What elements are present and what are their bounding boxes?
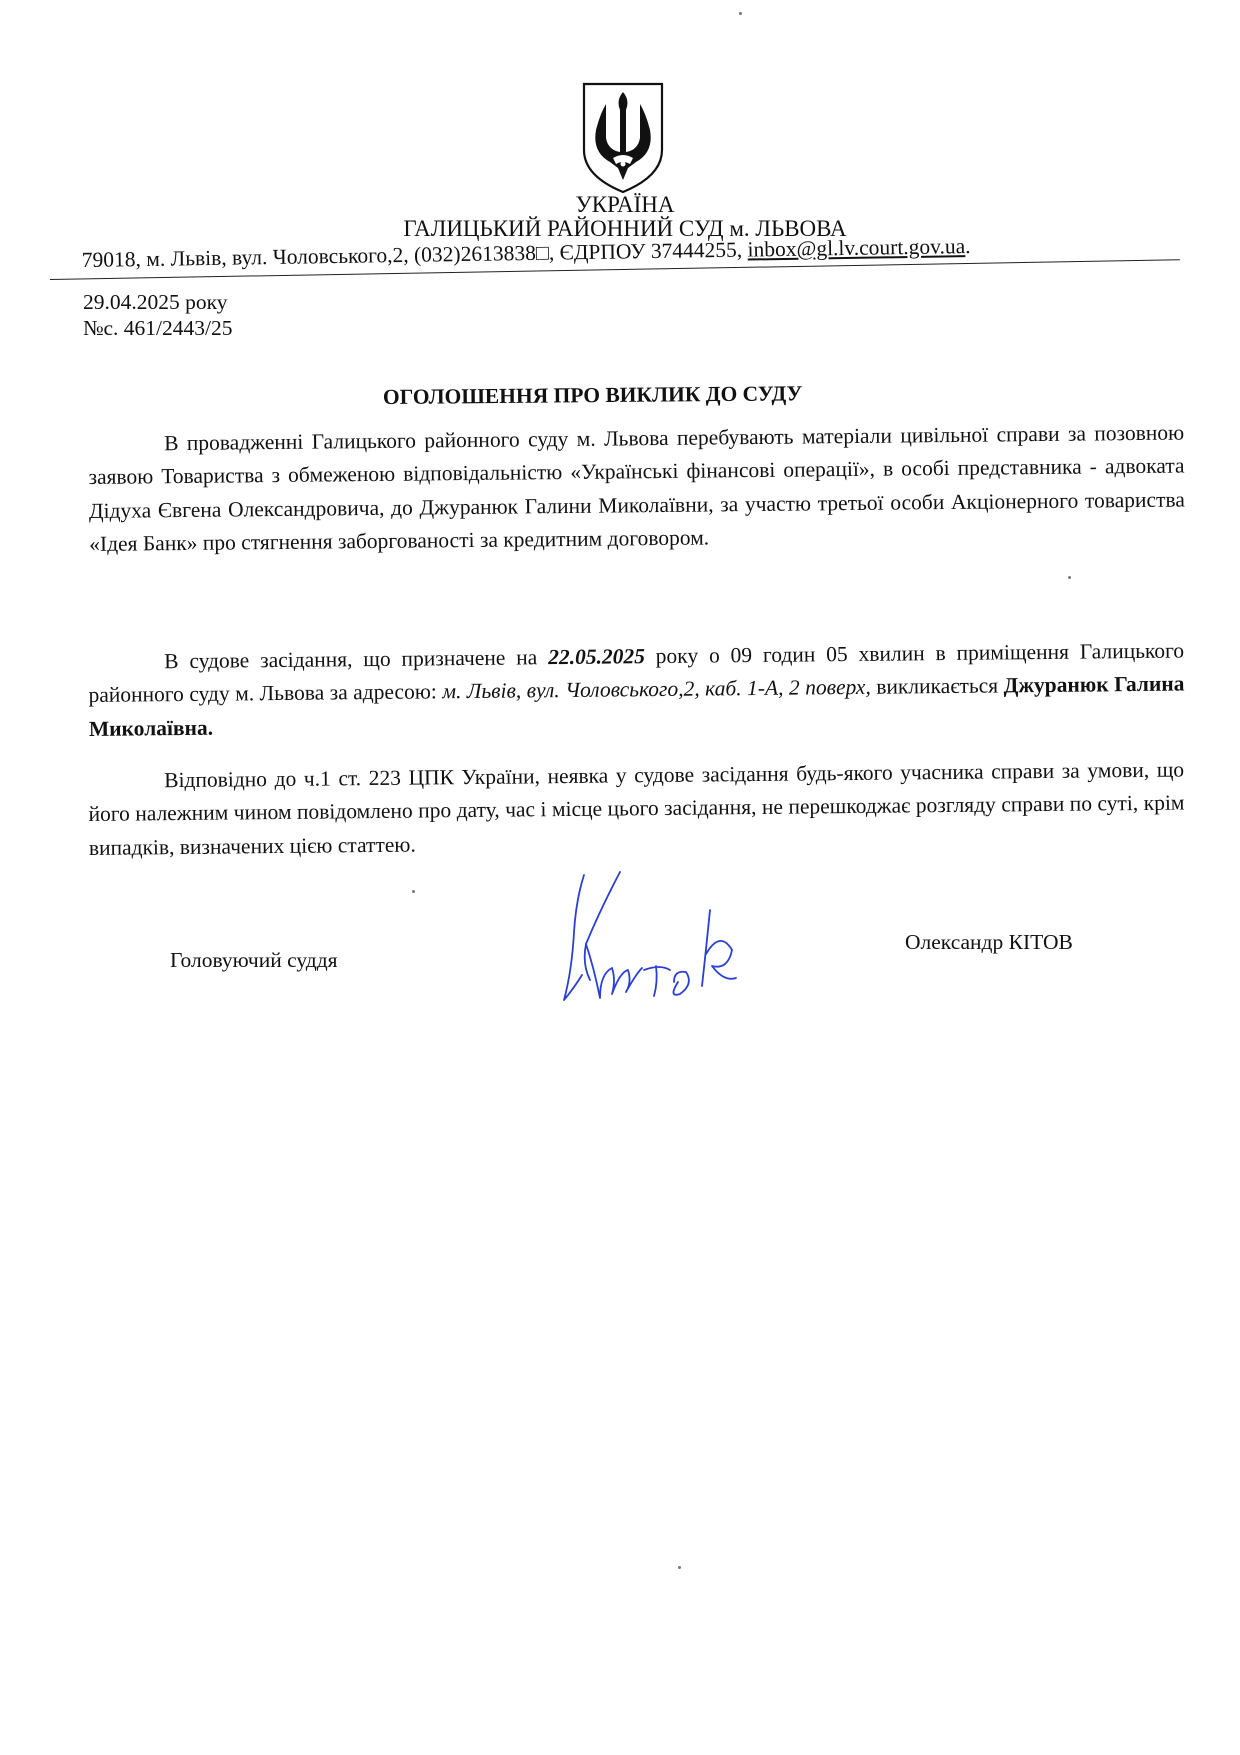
phone-glyph: □ <box>535 240 550 265</box>
p2-part1: В судове засідання, що призначене на <box>164 645 549 674</box>
document-title: ОГОЛОШЕННЯ ПРО ВИКЛИК ДО СУДУ <box>382 381 803 409</box>
court-email-link[interactable]: inbox@gl.lv.court.gov.ua <box>747 234 966 262</box>
p2-part2: року о 09 годин 05 хвилин в приміщення Галицького районного суду м. Львова за адресою: <box>88 638 1185 708</box>
scan-speck <box>412 890 415 893</box>
p2-part3: викликається <box>870 673 1004 700</box>
edrpou-code: , ЄДРПОУ 37444255, <box>548 237 748 265</box>
paragraph-hearing-summons <box>88 635 1185 746</box>
paragraph-1-text: В провадженні Галицького районного суду м. Львова перебувають матеріали цивільної справи за позовною заявою Товариства з обмеженою відповідальністю «Українські фінансові операції», в особі представника - адвоката Дідуха Євгена Олександровича, до Джуранюк Галини Миколаївни, за участю третьої особи Акціонерного товариства «Ідея Банк» про стягнення заборгованості за кредитним договором. <box>88 420 1185 556</box>
paragraph-2-text <box>88 635 1185 746</box>
country-heading: УКРАЇНА <box>575 192 675 217</box>
paragraph-case-description <box>88 417 1185 562</box>
document-date: 29.04.2025 року <box>83 290 228 314</box>
trident-emblem-icon <box>578 80 668 195</box>
court-address: 79018, м. Львів, вул. Чоловського,2, (032)2613838 <box>81 240 537 273</box>
paragraph-legal-notice <box>88 754 1185 865</box>
email-suffix: . <box>965 234 971 259</box>
hearing-address: м. Львів, вул. Чоловського,2, каб. 1-А, 2 поверх, <box>442 675 871 704</box>
case-number: №с. 461/2443/25 <box>83 316 233 340</box>
scan-speck <box>1068 576 1071 579</box>
handwritten-signature-icon <box>560 870 790 1010</box>
summoned-person: Джуранюк Галина Миколаївна. <box>88 671 1185 741</box>
hearing-date: 22.05.2025 <box>548 644 645 670</box>
court-name-heading: ГАЛИЦЬКИЙ РАЙОННИЙ СУД м. ЛЬВОВА <box>403 216 847 241</box>
scan-speck <box>678 1566 681 1569</box>
paragraph-3-text: Відповідно до ч.1 ст. 223 ЦПК України, неявка у судове засідання будь-якого учасника справи за умови, що його належним чином повідомлено про дату, час і місце цього засідання, не перешкоджає розгляду справи по суті, крім випадків, визначених цією статтею. <box>88 757 1185 860</box>
judge-role: Головуючий суддя <box>170 948 338 972</box>
judge-name: Олександр КІТОВ <box>905 930 1073 954</box>
scan-speck <box>739 12 742 15</box>
